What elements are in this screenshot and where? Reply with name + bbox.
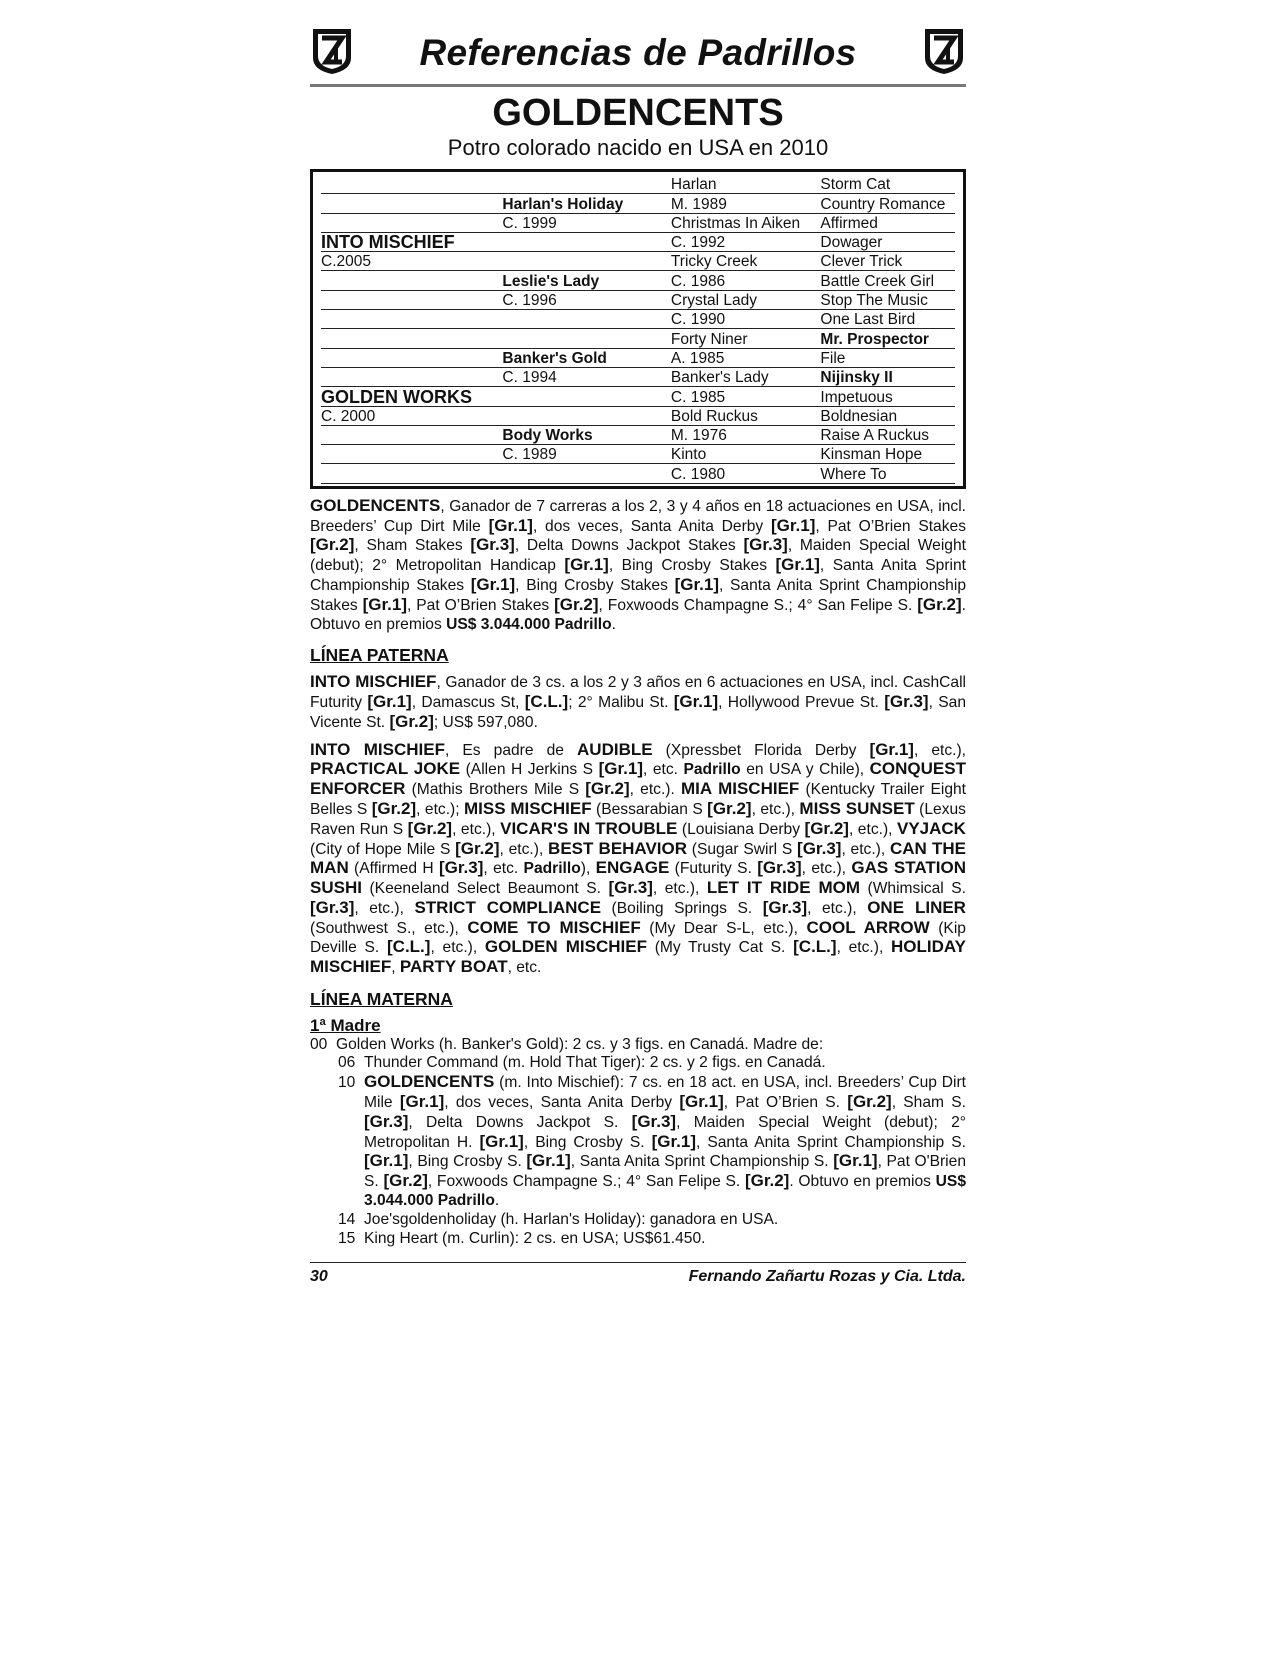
pedigree-cell: Clever Trick <box>820 253 955 271</box>
pedigree-row <box>321 349 955 368</box>
horse-name-text: COOL ARROW <box>806 917 930 937</box>
produce-year: 15 <box>338 1229 356 1247</box>
grade-tag: [Gr.2] <box>310 535 355 555</box>
body-text-run: , etc.), <box>452 820 501 838</box>
pedigree-row <box>321 252 955 271</box>
pedigree-cell: Country Romance <box>820 196 955 214</box>
grade-tag: [Gr.3] <box>631 1111 677 1131</box>
body-text-run: (Bessarabian S <box>591 800 708 818</box>
grade-tag: [Gr.1] <box>869 739 914 759</box>
body-text-run: , etc.). <box>629 781 681 799</box>
pedigree-row <box>321 464 955 483</box>
pedigree-cell: One Last Bird <box>820 311 955 329</box>
grade-tag: [C.L.] <box>793 937 837 957</box>
horse-name-text: PARTY BOAT <box>399 957 508 977</box>
intro-paragraph <box>310 497 966 635</box>
horse-name-text: MISS MISCHIEF <box>463 798 592 818</box>
horse-name-text: INTO MISCHIEF <box>310 672 437 692</box>
emphasis-text: US$ 3.044.000 Padrillo <box>446 615 612 633</box>
sire-progeny <box>310 741 966 979</box>
body-text-run: (Allen H Jerkins S <box>460 761 599 779</box>
pedigree-row <box>321 233 955 252</box>
body-text-run: , etc.), <box>430 939 485 957</box>
pedigree-row <box>321 368 955 387</box>
pedigree-cell <box>321 331 502 349</box>
horse-name-text: GOLDENCENTS <box>310 495 441 515</box>
body-text-run: , etc.), <box>807 899 868 917</box>
body-text-run: , Santa Anita Sprint Championship S. <box>570 1153 834 1171</box>
grade-tag: [Gr.2] <box>804 818 849 838</box>
grade-tag: [Gr.2] <box>585 779 630 799</box>
body-text-run: ; 2° Malibu St. <box>568 693 674 711</box>
body-text-run: ; US$ 597,080. <box>433 713 538 731</box>
pedigree-cell <box>321 446 502 464</box>
body-text-run: Joe'sgoldenholiday (h. Harlan's Holiday): ganadora en USA. <box>364 1210 779 1228</box>
body-text <box>310 497 966 1249</box>
body-text-run: , Sham Stakes <box>354 537 471 555</box>
section-heading-paterna: LÍNEA PATERNA <box>310 645 449 666</box>
body-text-run: (Kip Deville S. <box>310 919 966 957</box>
body-text-run: , Damascus St, <box>411 693 525 711</box>
grade-tag: [Gr.2] <box>847 1092 892 1112</box>
sire-race-record <box>310 673 966 732</box>
horse-name-text: COME TO MISCHIEF <box>467 917 641 937</box>
body-text-run: . Obtuvo en premios <box>310 596 966 633</box>
pedigree-cell: File <box>820 350 955 368</box>
horse-name-text: AUDIBLE <box>577 739 653 759</box>
horse-name-text: ENGAGE <box>595 858 670 878</box>
body-text-run: , dos veces, Santa Anita Derby <box>532 517 771 535</box>
horse-name-text: HOLIDAY MISCHIEF <box>310 937 966 977</box>
pedigree-row <box>321 387 955 406</box>
body-text-run: , dos veces, Santa Anita Derby <box>444 1094 680 1112</box>
grade-tag: [Gr.3] <box>884 691 929 711</box>
page <box>310 22 966 1286</box>
pedigree-cell: C. 1985 <box>671 389 821 407</box>
body-text-run: (Whimsical S. <box>860 880 966 898</box>
pedigree-cell: Affirmed <box>820 215 955 233</box>
body-text-run: , Delta Downs Jackpot Stakes <box>514 537 744 555</box>
body-text-run: , Foxwoods Champagne S.; 4° San Felipe S. <box>427 1173 745 1191</box>
pedigree-cell <box>321 311 502 329</box>
pedigree-cell: Banker's Gold <box>502 350 670 368</box>
produce-year: 10 <box>338 1074 356 1092</box>
dam-produce-list <box>310 1036 966 1249</box>
pedigree-row <box>321 310 955 329</box>
pedigree-table <box>310 169 966 489</box>
horse-name-text: GAS STATION SUSHI <box>310 858 966 898</box>
grade-tag: [Gr.1] <box>598 759 643 779</box>
body-text-run: , Santa Anita Sprint Championship Stakes <box>310 557 966 594</box>
pedigree-cell: GOLDEN WORKS <box>321 389 502 407</box>
grade-tag: [C.L.] <box>387 937 431 957</box>
body-text-run: (m. Into Mischief): 7 cs. en 18 act. en USA, incl. Breeders’ Cup Dirt Mile <box>364 1074 966 1112</box>
header-rule <box>310 84 966 87</box>
footer-rule <box>310 1262 966 1263</box>
produce-year: 14 <box>338 1210 356 1228</box>
pedigree-cell: Forty Niner <box>671 331 821 349</box>
body-text-run: , Pat O'Brien S. <box>364 1153 966 1191</box>
grade-tag: [Gr.1] <box>479 1131 524 1151</box>
pedigree-cell <box>321 176 502 194</box>
pedigree-cell <box>502 311 670 329</box>
body-text-run: (Affirmed H <box>348 860 439 878</box>
pedigree-row <box>321 426 955 445</box>
pedigree-cell <box>321 292 502 310</box>
pedigree-cell: Body Works <box>502 427 670 445</box>
grade-tag: [Gr.2] <box>554 594 599 614</box>
grade-tag: [Gr.1] <box>674 574 719 594</box>
pedigree-cell <box>321 196 502 214</box>
grade-tag: [Gr.1] <box>651 1131 696 1151</box>
page-footer <box>310 1268 966 1286</box>
body-text-run: , Bing Crosby S. <box>408 1153 527 1171</box>
emphasis-text: Padrillo <box>683 761 741 779</box>
body-text-run: (My Dear S-L, etc.), <box>640 919 807 937</box>
body-text-run: , Bing Crosby Stakes <box>515 576 675 594</box>
body-text-run: , Maiden Special Weight (debut); 2° Metropolitan H. <box>364 1113 966 1151</box>
grade-tag: [Gr.3] <box>608 878 653 898</box>
pedigree-cell <box>321 466 502 484</box>
pedigree-cell: Mr. Prospector <box>820 331 955 349</box>
pedigree-cell: Kinto <box>671 446 821 464</box>
pedigree-cell <box>321 427 502 445</box>
pedigree-cell: C. 1989 <box>502 446 670 464</box>
body-text-run: , Es padre de <box>444 741 578 759</box>
produce-entry <box>337 1211 966 1230</box>
body-text-run: , Santa Anita Sprint Championship S. <box>695 1133 966 1151</box>
grade-tag: [Gr.3] <box>757 858 802 878</box>
horse-name-text: GOLDENCENTS <box>364 1072 495 1092</box>
horse-name-text: BEST BEHAVIOR <box>548 838 688 858</box>
body-text-run: , etc.), <box>652 880 707 898</box>
grade-tag: [Gr.1] <box>526 1151 571 1171</box>
body-text-run: Thunder Command (m. Hold That Tiger): 2 cs. y 2 figs. en Canadá. <box>364 1054 826 1072</box>
produce-entry <box>337 1230 966 1249</box>
pedigree-cell: C.2005 <box>321 253 502 271</box>
pedigree-cell: M. 1976 <box>671 427 821 445</box>
pedigree-cell: Raise A Ruckus <box>820 427 955 445</box>
pedigree-row <box>321 329 955 348</box>
body-text-run: en USA y Chile), <box>740 761 870 779</box>
grade-tag: [Gr.1] <box>470 574 516 594</box>
horse-name-text: ONE LINER <box>867 897 966 917</box>
pedigree-cell: Harlan's Holiday <box>502 196 670 214</box>
body-text-run: , etc.); <box>416 800 464 818</box>
horse-name-text: VICAR'S IN TROUBLE <box>500 818 678 838</box>
horse-name-text: MISS SUNSET <box>799 798 915 818</box>
grade-tag: [Gr.1] <box>362 594 408 614</box>
body-text-run: (Kentucky Trailer Eight Belles S <box>310 781 966 818</box>
body-text-run: , etc.), <box>836 939 892 957</box>
horse-name-text: MIA MISCHIEF <box>681 779 800 799</box>
body-text-run: , Maiden Special Weight (debut); 2° Metropolitan Handicap <box>310 537 966 575</box>
pedigree-cell: Crystal Lady <box>671 292 821 310</box>
pedigree-cell: A. 1985 <box>671 350 821 368</box>
pedigree-row <box>321 407 955 426</box>
grade-tag: [Gr.3] <box>797 838 842 858</box>
produce-entry <box>337 1073 966 1211</box>
pedigree-cell <box>321 273 502 291</box>
pedigree-row <box>321 194 955 213</box>
horse-name-text: PRACTICAL JOKE <box>310 759 461 779</box>
body-text-run: King Heart (m. Curlin): 2 cs. en USA; US$61.450. <box>364 1229 706 1247</box>
grade-tag: [Gr.2] <box>371 798 417 818</box>
body-text-run: (Mathis Brothers Mile S <box>405 781 586 799</box>
body-text-run: . <box>494 1192 500 1210</box>
pedigree-cell: M. 1989 <box>671 196 821 214</box>
grade-tag: [Gr.2] <box>407 818 453 838</box>
dam-entry: 00 Golden Works (h. Banker's Gold): 2 cs. y 3 figs. en Canadá. Madre de: <box>310 1035 824 1053</box>
page-header <box>310 22 966 84</box>
body-text-run: (Futurity S. <box>669 860 758 878</box>
body-text-run: , San Vicente St. <box>310 693 966 731</box>
body-text-run: , Santa Anita Sprint Championship Stakes <box>310 576 966 614</box>
page-number: 30 <box>310 1268 328 1286</box>
header-title: Referencias de Padrillos <box>419 32 857 73</box>
pedigree-cell <box>502 466 670 484</box>
body-text-run: , Sham S. <box>891 1094 966 1112</box>
produce-year: 06 <box>338 1054 356 1072</box>
grade-tag: [Gr.3] <box>743 535 788 555</box>
pedigree-cell <box>502 408 670 426</box>
pedigree-cell <box>502 331 670 349</box>
body-text-run: (Boiling Springs S. <box>601 899 763 917</box>
pedigree-cell: C. 2000 <box>321 408 502 426</box>
grade-tag: [Gr.1] <box>673 691 719 711</box>
pedigree-cell: C. 1999 <box>502 215 670 233</box>
pedigree-cell: Boldnesian <box>820 408 955 426</box>
horse-name-text: CAN THE MAN <box>310 838 966 878</box>
body-text-run: , <box>391 959 400 977</box>
section-heading-materna: LÍNEA MATERNA <box>310 989 453 1010</box>
pedigree-cell: Bold Ruckus <box>671 408 821 426</box>
pedigree-cell: Stop The Music <box>820 292 955 310</box>
body-text-run: (Keeneland Select Beaumont S. <box>361 880 609 898</box>
body-text-run: (Xpressbet Florida Derby <box>652 741 870 759</box>
pedigree-cell: Christmas In Aiken <box>671 215 821 233</box>
grade-tag: [Gr.3] <box>470 535 515 555</box>
body-text-run: (City of Hope Mile S <box>310 840 456 858</box>
pedigree-cell: Storm Cat <box>820 176 955 194</box>
grade-tag: [Gr.3] <box>310 897 355 917</box>
pedigree-cell: C. 1986 <box>671 273 821 291</box>
pedigree-cell: C. 1994 <box>502 369 670 387</box>
pedigree-row <box>321 271 955 290</box>
body-text-run: , Hollywood Prevue St. <box>718 693 885 711</box>
grade-tag: [Gr.2] <box>455 838 500 858</box>
body-text-run: , Pat O’Brien Stakes <box>815 517 966 535</box>
body-text-run: , etc.), <box>841 840 890 858</box>
body-text-run: , Pat O’Brien Stakes <box>407 596 555 614</box>
body-text-run: , Bing Crosby Stakes <box>608 557 776 575</box>
pedigree-cell: C. 1996 <box>502 292 670 310</box>
body-text-run: (My Trusty Cat S. <box>647 939 794 957</box>
body-text-run: (Louisiana Derby <box>677 820 805 838</box>
grade-tag: [Gr.1] <box>775 555 820 575</box>
grade-tag: [Gr.1] <box>367 691 412 711</box>
pedigree-cell <box>321 350 502 368</box>
pedigree-cell: Battle Creek Girl <box>820 273 955 291</box>
pedigree-cell <box>321 215 502 233</box>
pedigree-cell <box>502 176 670 194</box>
body-text-run: , etc. <box>642 761 684 779</box>
body-text-run: , Foxwoods Champagne S.; 4° San Felipe S. <box>598 596 918 614</box>
pedigree-cell: Where To <box>820 466 955 484</box>
grade-tag: [Gr.1] <box>399 1092 445 1112</box>
body-text-run: . Obtuvo en premios <box>789 1173 936 1191</box>
body-text-run: , Ganador de 3 cs. a los 2 y 3 años en 6 actuaciones en USA, incl. CashCall Futurity <box>310 674 966 711</box>
body-text-run: , etc. <box>507 959 542 977</box>
body-text-run: , etc.), <box>354 899 415 917</box>
grade-tag: [Gr.1] <box>770 515 816 535</box>
body-text-run: (Sugar Swirl S <box>687 840 798 858</box>
emphasis-text: Padrillo <box>523 860 581 878</box>
body-text-run: , Bing Crosby S. <box>523 1133 652 1151</box>
horse-name-text: STRICT COMPLIANCE <box>414 897 602 917</box>
pedigree-cell <box>321 369 502 387</box>
body-text-run: (Lexus Raven Run S <box>310 800 966 838</box>
pedigree-cell: Nijinsky II <box>820 369 955 387</box>
pedigree-row <box>321 445 955 464</box>
body-text-run: , etc.), <box>499 840 549 858</box>
horse-name-text: VYJACK <box>897 818 966 838</box>
grade-tag: [Gr.1] <box>488 515 533 535</box>
body-text-run: ), <box>580 860 596 878</box>
grade-tag: [Gr.1] <box>679 1092 724 1112</box>
body-text-run: , etc.), <box>913 741 966 759</box>
grade-tag: [Gr.3] <box>364 1111 409 1131</box>
pedigree-cell: Tricky Creek <box>671 253 821 271</box>
pedigree-cell: Leslie's Lady <box>502 273 670 291</box>
pedigree-cell: C. 1990 <box>671 311 821 329</box>
body-text-run: , etc.), <box>801 860 852 878</box>
pedigree-row <box>321 291 955 310</box>
grade-tag: [Gr.1] <box>564 555 609 575</box>
grade-tag: [C.L.] <box>524 691 569 711</box>
pedigree-cell: Dowager <box>820 234 955 252</box>
horse-description: Potro colorado nacido en USA en 2010 <box>447 135 829 160</box>
publisher: Fernando Zañartu Rozas y Cia. Ltda. <box>688 1268 966 1286</box>
pedigree-cell: Impetuous <box>820 389 955 407</box>
body-text-run: , etc.), <box>751 800 800 818</box>
grade-tag: [Gr.3] <box>438 858 484 878</box>
body-text-run: (Southwest S., etc.), <box>310 919 468 937</box>
body-text-run: , Ganador de 7 carreras a los 2, 3 y 4 años en 18 actuaciones en USA, incl. Breeders’ Cup Dirt Mile <box>310 497 966 535</box>
pedigree-cell: Banker's Lady <box>671 369 821 387</box>
horse-name-text: GOLDEN MISCHIEF <box>484 937 647 957</box>
horse-name: GOLDENCENTS <box>492 92 784 134</box>
grade-tag: [Gr.2] <box>707 798 752 818</box>
pedigree-cell: Kinsman Hope <box>820 446 955 464</box>
body-text-run: . <box>611 615 616 633</box>
pedigree-cell: INTO MISCHIEF <box>321 234 502 252</box>
pedigree-cell <box>502 253 670 271</box>
grade-tag: [Gr.2] <box>383 1171 428 1191</box>
grade-tag: [Gr.2] <box>744 1171 790 1191</box>
body-text-run: , Pat O’Brien S. <box>723 1094 848 1112</box>
horse-name-text: LET IT RIDE MOM <box>706 878 860 898</box>
horse-name-text: INTO MISCHIEF <box>310 739 445 759</box>
body-text-run: , etc.), <box>848 820 897 838</box>
pedigree-cell: C. 1980 <box>671 466 821 484</box>
grade-tag: [Gr.3] <box>762 897 808 917</box>
zr-shield-logo-icon <box>922 26 966 76</box>
body-text-run: , Delta Downs Jackpot S. <box>408 1113 632 1131</box>
body-text-run: , etc. <box>483 860 524 878</box>
pedigree-cell: Harlan <box>671 176 821 194</box>
grade-tag: [Gr.1] <box>364 1151 409 1171</box>
pedigree-cell <box>502 234 670 252</box>
grade-tag: [Gr.1] <box>833 1151 878 1171</box>
pedigree-cell <box>502 389 670 407</box>
pedigree-cell: C. 1992 <box>671 234 821 252</box>
horse-name-text: CONQUEST ENFORCER <box>310 759 966 799</box>
produce-entry <box>337 1054 966 1073</box>
grade-tag: [Gr.2] <box>917 594 962 614</box>
grade-tag: [Gr.2] <box>389 711 434 731</box>
pedigree-row <box>321 214 955 233</box>
emphasis-text: US$ 3.044.000 Padrillo <box>364 1173 966 1210</box>
first-dam-heading: 1ª Madre <box>310 1015 381 1035</box>
pedigree-row <box>321 175 955 194</box>
